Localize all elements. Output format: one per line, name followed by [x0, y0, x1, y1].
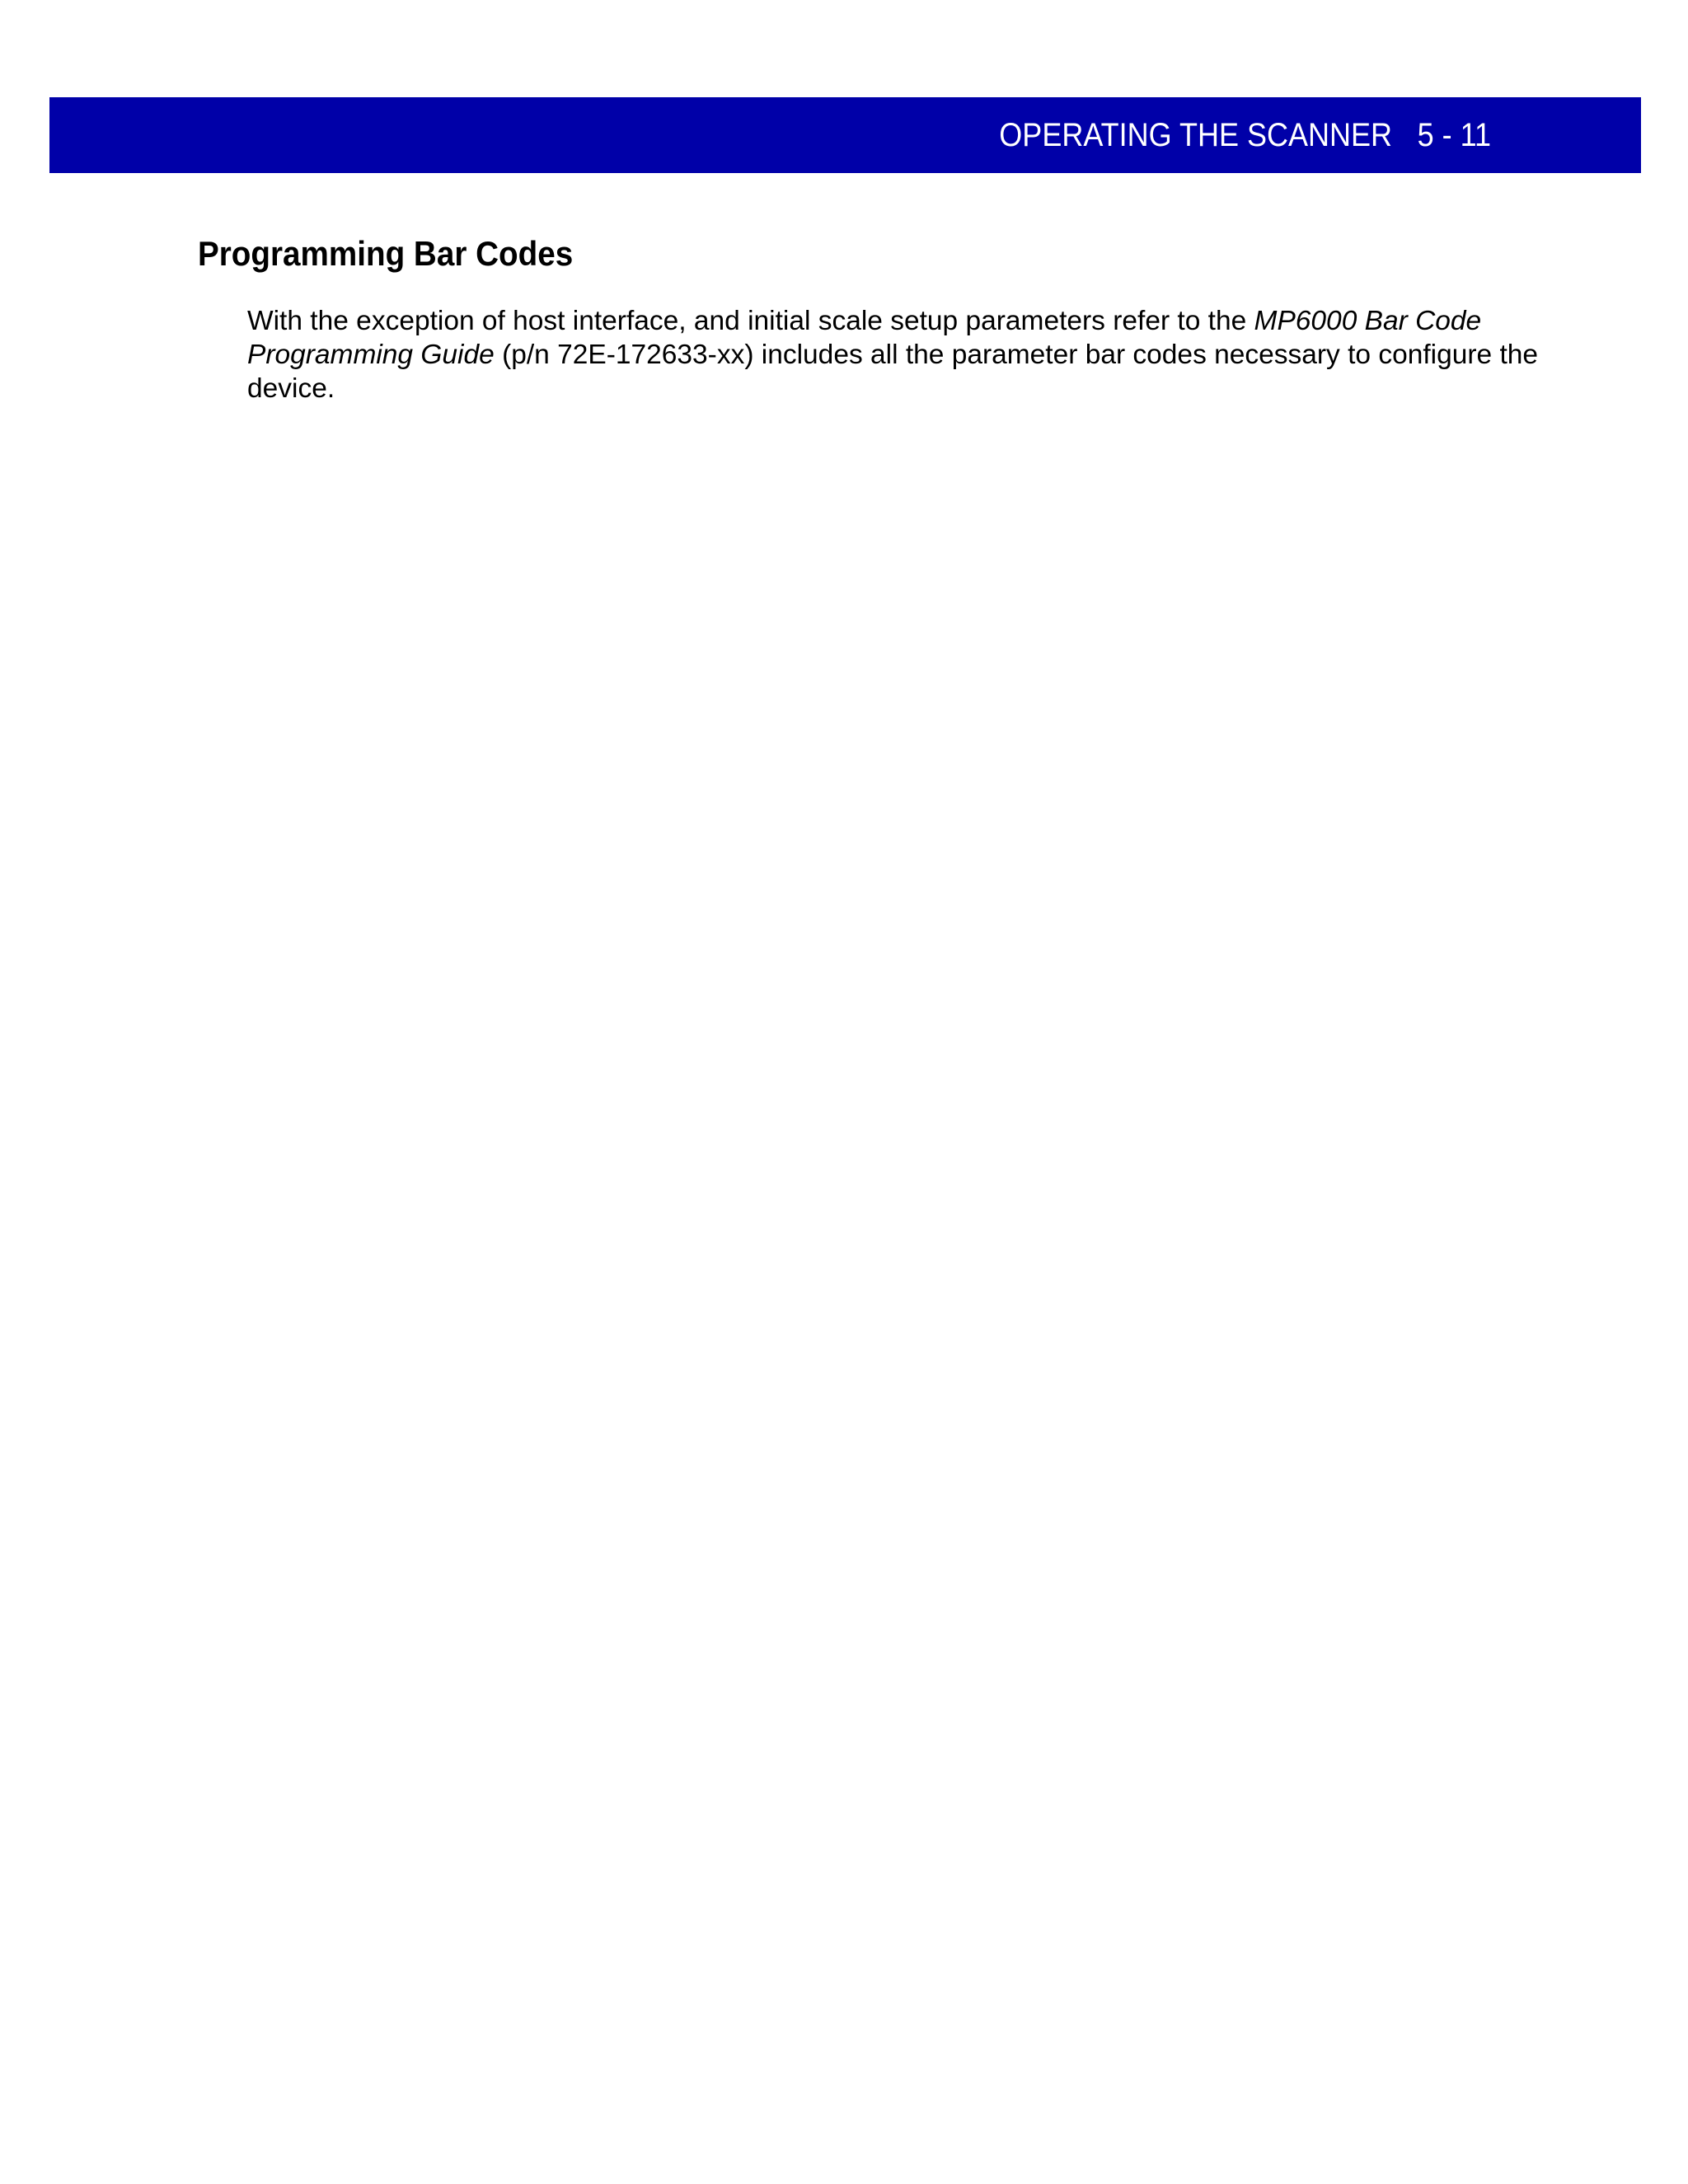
body-paragraph — [247, 304, 1566, 405]
paragraph-text-end: (p/n 72E-172633-xx) includes all the parameter bar codes necessary to configure the device. — [247, 340, 1539, 404]
running-header — [999, 97, 1491, 173]
paragraph-text-start: With the exception of host interface, and initial scale setup parameters refer to the — [247, 306, 1254, 336]
chapter-title: OPERATING THE SCANNER — [999, 117, 1393, 153]
page-number: 5 - 11 — [1417, 117, 1491, 153]
guide-title-reference: MP6000 Bar Code Programming Guide — [247, 306, 1482, 370]
section-heading: Programming Bar Codes — [198, 234, 574, 273]
page-header-band — [49, 97, 1641, 173]
